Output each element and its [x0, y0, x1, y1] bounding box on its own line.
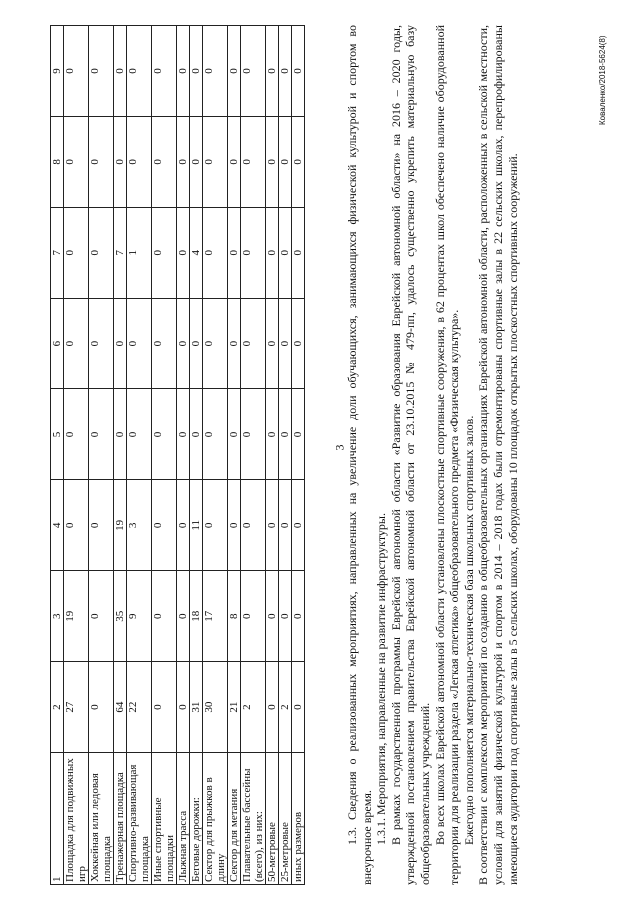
table-cell: 64 — [114, 662, 127, 753]
table-cell: 7 — [114, 207, 127, 298]
table-cell: 0 — [266, 571, 279, 662]
table-cell: 1 — [127, 207, 152, 298]
table-cell: 0 — [241, 389, 266, 480]
table-cell: 0 — [64, 389, 89, 480]
column-header: 5 — [51, 389, 64, 480]
table-cell: 0 — [266, 480, 279, 571]
table-cell: 0 — [152, 116, 177, 207]
table-cell: 0 — [152, 480, 177, 571]
table-cell: 0 — [89, 389, 114, 480]
table-cell: 0 — [292, 207, 305, 298]
table-row — [228, 26, 241, 885]
table-cell: 0 — [89, 116, 114, 207]
table-cell: 0 — [266, 116, 279, 207]
table-cell: 19 — [114, 480, 127, 571]
table-cell: 0 — [152, 298, 177, 389]
table-cell: 2 — [241, 662, 266, 753]
table-cell: 0 — [241, 298, 266, 389]
table-row — [203, 26, 228, 885]
table-row — [266, 26, 279, 885]
table-cell: 0 — [279, 26, 292, 117]
table-cell: 0 — [89, 571, 114, 662]
table-cell: 0 — [279, 480, 292, 571]
table-cell: 0 — [279, 298, 292, 389]
table-cell: 0 — [203, 26, 228, 117]
table-cell: 19 — [64, 571, 89, 662]
row-label: Беговые дорожки: — [190, 753, 203, 885]
table-cell: 0 — [228, 389, 241, 480]
table-cell: 0 — [127, 26, 152, 117]
table-cell: 4 — [190, 207, 203, 298]
table-row — [177, 26, 190, 885]
table-cell: 0 — [228, 26, 241, 117]
table-cell: 0 — [127, 298, 152, 389]
paragraph: В соответствии с комплексом мероприятий по созданию в общеобразовательных организациях Еврейской автономной области, расположенных в сельской местности, условий для занятий физической культурой и спортом в 2014 – 2018 годах были отремонтированы спортивные залы в 22 сельских школах, перепрофилированы имеющиеся аудитории под спортивные залы в 5 сельских школах, оборудованы 10 площадок открытых плоскостных спортивных сооружений. — [476, 25, 520, 885]
table-cell: 0 — [64, 207, 89, 298]
table-cell: 0 — [203, 298, 228, 389]
table-cell: 0 — [279, 116, 292, 207]
column-header: 3 — [51, 571, 64, 662]
table-row — [64, 26, 89, 885]
table-cell: 0 — [64, 116, 89, 207]
table-cell: 0 — [190, 116, 203, 207]
table-cell: 0 — [279, 571, 292, 662]
column-header: 9 — [51, 26, 64, 117]
table-cell: 0 — [177, 662, 190, 753]
table-cell: 0 — [177, 389, 190, 480]
table-cell: 0 — [241, 207, 266, 298]
table-row — [127, 26, 152, 885]
table-cell: 0 — [114, 116, 127, 207]
table-cell: 0 — [266, 389, 279, 480]
table-cell: 0 — [292, 298, 305, 389]
table-cell: 0 — [64, 298, 89, 389]
table-cell: 17 — [203, 571, 228, 662]
row-label: Сектор для метания — [228, 753, 241, 885]
table-cell: 0 — [177, 571, 190, 662]
row-label: Сектор для прыжков в длину — [203, 753, 228, 885]
table-cell: 18 — [190, 571, 203, 662]
row-label: 25-метровые — [279, 753, 292, 885]
table-cell: 0 — [190, 298, 203, 389]
paragraph: 1.3. Сведения о реализованных мероприятиях, направленных на увеличение доли обучающихся, занимающихся физической культурой и спортом во внеурочное время. — [345, 25, 374, 885]
table-cell: 0 — [292, 116, 305, 207]
page-number: 3 — [332, 444, 347, 451]
table-cell: 30 — [203, 662, 228, 753]
column-header: 1 — [51, 753, 64, 885]
table-cell: 9 — [127, 571, 152, 662]
table-cell: 0 — [177, 26, 190, 117]
column-header: 6 — [51, 298, 64, 389]
table-cell: 0 — [89, 26, 114, 117]
table-cell: 0 — [292, 26, 305, 117]
row-label: 50-метровые — [266, 753, 279, 885]
table-cell: 0 — [114, 298, 127, 389]
table-cell: 27 — [64, 662, 89, 753]
table-cell: 0 — [266, 662, 279, 753]
table-row — [241, 26, 266, 885]
row-label: Спортивно-развивающая площадка — [127, 753, 152, 885]
row-label: иных размеров — [292, 753, 305, 885]
table-cell: 0 — [152, 207, 177, 298]
table-cell: 0 — [190, 389, 203, 480]
table-cell: 0 — [203, 389, 228, 480]
row-label: Тренажерная площадка — [114, 753, 127, 885]
paragraph: Во всех школах Еврейской автономной области установлены плоскостные спортивные сооружения, в 62 процентах школ обеспечено наличие оборудованной территории для реализации раздела «Легкая атлетика» общеобразовательного предмета «Физическая культура». — [432, 25, 462, 885]
table-cell: 0 — [266, 26, 279, 117]
table-body — [64, 26, 305, 885]
table-cell: 0 — [190, 26, 203, 117]
table-cell: 0 — [152, 662, 177, 753]
table-cell: 0 — [279, 389, 292, 480]
table-cell: 0 — [203, 116, 228, 207]
table-cell: 0 — [114, 26, 127, 117]
paragraph: 1.3.1. Мероприятия, направленные на развитие инфраструктуры. — [374, 513, 389, 845]
table-cell: 0 — [64, 26, 89, 117]
table-cell: 0 — [292, 571, 305, 662]
table-cell: 0 — [241, 26, 266, 117]
table-cell: 0 — [241, 480, 266, 571]
column-header: 8 — [51, 116, 64, 207]
table-row — [292, 26, 305, 885]
rotated-content — [50, 15, 610, 885]
table-cell: 0 — [266, 298, 279, 389]
table-header-row — [51, 26, 64, 885]
table-cell: 0 — [89, 480, 114, 571]
table-cell: 0 — [152, 571, 177, 662]
table-cell: 0 — [228, 207, 241, 298]
row-label: Лыжная трасса — [177, 753, 190, 885]
paragraph: Ежегодно пополняется материально-техническая база школьных спортивных залов. — [461, 415, 476, 845]
table-cell: 0 — [228, 298, 241, 389]
body-text — [345, 25, 520, 885]
column-header: 2 — [51, 662, 64, 753]
table-cell: 2 — [279, 662, 292, 753]
table-cell: 35 — [114, 571, 127, 662]
row-label: Площадка для подвижных игр — [64, 753, 89, 885]
table-cell: 0 — [89, 662, 114, 753]
table-cell: 0 — [152, 26, 177, 117]
document-code: Коваленко/2018-5624(8) — [598, 35, 607, 125]
table-cell: 0 — [177, 207, 190, 298]
table-cell: 0 — [292, 389, 305, 480]
table-cell: 0 — [127, 389, 152, 480]
paragraph: В рамках государственной программы Еврейской автономной области «Развитие образования Еврейской автономной области» на 2016 – 2020 годы, утвержденной постановлением правительства Еврейской автономной области от 23.10.2015 № 479-пп, удалось существенно укрепить материальную базу общеобразовательных учреждений. — [388, 25, 432, 885]
facilities-table — [50, 25, 305, 885]
table-cell: 0 — [177, 480, 190, 571]
table-cell: 0 — [203, 207, 228, 298]
table-row — [279, 26, 292, 885]
table-cell: 0 — [241, 116, 266, 207]
table-row — [114, 26, 127, 885]
table-cell: 0 — [266, 207, 279, 298]
table-cell: 0 — [127, 116, 152, 207]
table-cell: 31 — [190, 662, 203, 753]
row-label: Хоккейная или ледовая площадка — [89, 753, 114, 885]
table-cell: 0 — [292, 662, 305, 753]
table-row — [89, 26, 114, 885]
table-cell: 0 — [241, 571, 266, 662]
row-label: Иные спортивные площадки — [152, 753, 177, 885]
table-cell: 0 — [292, 480, 305, 571]
table-cell: 11 — [190, 480, 203, 571]
table-cell: 0 — [64, 480, 89, 571]
table-cell: 0 — [203, 480, 228, 571]
column-header: 4 — [51, 480, 64, 571]
table-cell: 0 — [177, 298, 190, 389]
table-cell: 0 — [279, 207, 292, 298]
table-cell: 21 — [228, 662, 241, 753]
table-cell: 3 — [127, 480, 152, 571]
table-cell: 0 — [89, 207, 114, 298]
table-cell: 0 — [228, 116, 241, 207]
table-cell: 0 — [228, 480, 241, 571]
table-cell: 0 — [114, 389, 127, 480]
column-header: 7 — [51, 207, 64, 298]
table-cell: 0 — [89, 298, 114, 389]
table-row — [190, 26, 203, 885]
table-cell: 8 — [228, 571, 241, 662]
table-cell: 0 — [177, 116, 190, 207]
row-label: Плавательные бассейны (всего), из них: — [241, 753, 266, 885]
table-cell: 22 — [127, 662, 152, 753]
table-cell: 0 — [152, 389, 177, 480]
table-row — [152, 26, 177, 885]
